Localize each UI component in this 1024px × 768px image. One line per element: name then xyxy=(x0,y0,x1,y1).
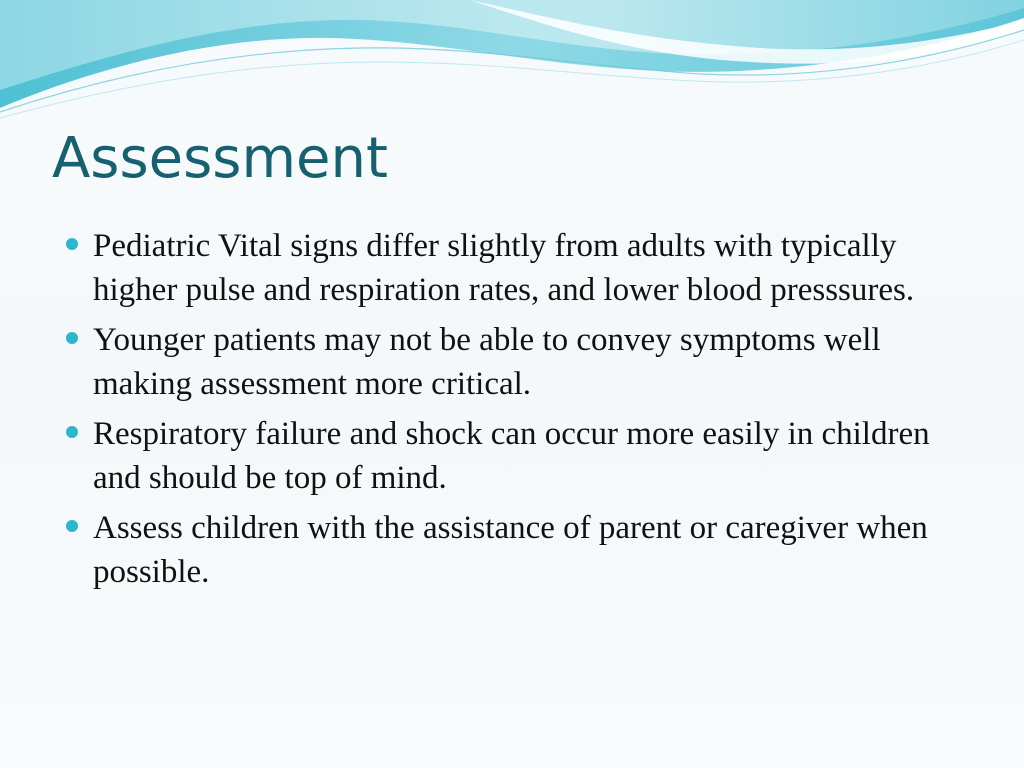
bullet-text: Younger patients may not be able to convey symptoms well making assessment more critical. xyxy=(93,322,881,402)
bullet-list xyxy=(66,224,966,600)
bullet-text: Assess children with the assistance of parent or caregiver when possible. xyxy=(93,510,928,590)
header-wave-decoration xyxy=(0,0,1024,130)
bullet-item xyxy=(66,506,966,594)
bullet-dot-icon xyxy=(66,238,78,250)
bullet-text: Pediatric Vital signs differ slightly from adults with typically higher pulse and respiration rates, and lower blood presssures. xyxy=(93,228,915,308)
slide-title: Assessment xyxy=(52,126,388,191)
bullet-text: Respiratory failure and shock can occur more easily in children and should be top of mind. xyxy=(93,416,930,496)
bullet-item xyxy=(66,318,966,406)
bullet-item xyxy=(66,412,966,500)
bullet-dot-icon xyxy=(66,520,78,532)
bullet-dot-icon xyxy=(66,332,78,344)
bullet-dot-icon xyxy=(66,426,78,438)
bullet-item xyxy=(66,224,966,312)
